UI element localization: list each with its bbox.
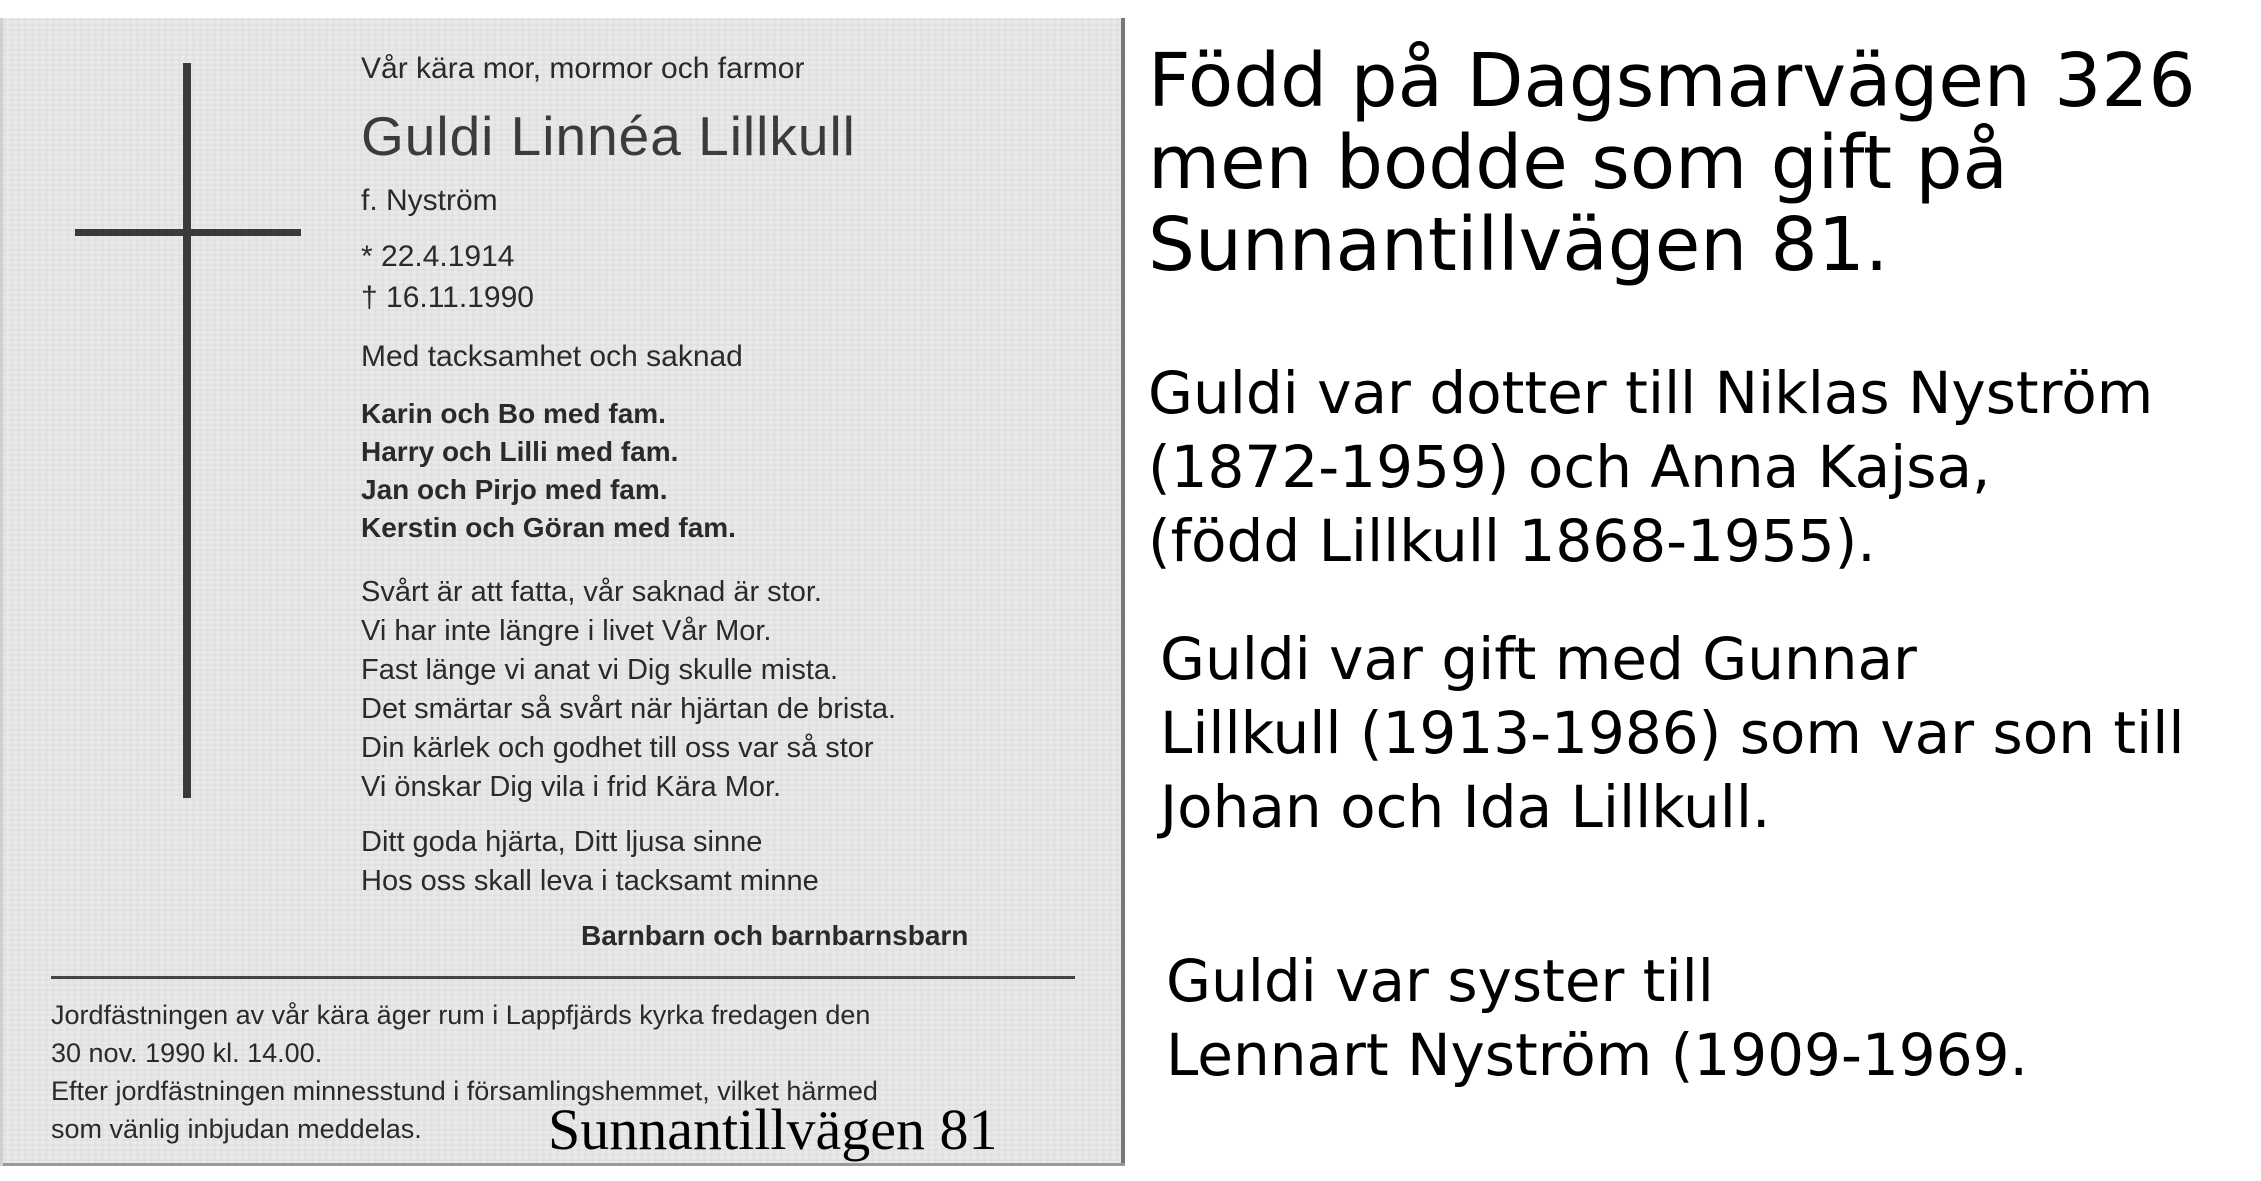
poem-line: Din kärlek och godhet till oss var så stor [361,732,874,764]
note-sibling [1166,944,2028,1092]
poem-line: Fast länge vi anat vi Dig skulle mista. [361,654,839,686]
death-date: † 16.11.1990 [361,281,534,314]
note-line: Guldi var dotter till Niklas Nyström [1148,359,2154,427]
birth-name: f. Nyström [361,184,498,217]
note-line: Lennart Nyström (1909-1969. [1166,1021,2028,1089]
note-address [1148,40,2196,286]
obituary-intro: Vår kära mor, mormor och farmor [361,52,805,85]
poem-line: Svårt är att fatta, vår saknad är stor. [361,576,822,608]
note-spouse [1160,622,2185,844]
birth-date: * 22.4.1914 [361,240,515,273]
poem-line: Hos oss skall leva i tacksamt minne [361,865,819,897]
poem-line: Ditt goda hjärta, Ditt ljusa sinne [361,826,763,858]
family-line: Harry och Lilli med fam. [361,436,679,467]
note-line: (1872-1959) och Anna Kajsa, [1148,433,1991,501]
note-line: Guldi var syster till [1166,947,1714,1015]
poem-line: Vi önskar Dig vila i frid Kära Mor. [361,771,782,803]
obituary-clipping [0,18,1125,1166]
note-line: Född på Dagsmarvägen 326 [1148,38,2196,124]
signature-line: Barnbarn och barnbarnsbarn [581,920,969,951]
family-line: Karin och Bo med fam. [361,398,666,429]
poem-line: Det smärtar så svårt när hjärtan de brista. [361,693,897,725]
funeral-line: Jordfästningen av vår kära äger rum i Lappfjärds kyrka fredagen den [51,1000,871,1030]
note-line: Johan och Ida Lillkull. [1160,773,1771,841]
note-line: men bodde som gift på [1148,120,2008,206]
family-line: Jan och Pirjo med fam. [361,474,668,505]
cross-icon [183,63,191,798]
funeral-line: 30 nov. 1990 kl. 14.00. [51,1038,323,1068]
family-line: Kerstin och Göran med fam. [361,512,736,543]
gratitude-line: Med tacksamhet och saknad [361,340,743,373]
clipping-edge [3,1163,1125,1166]
poem-line: Vi har inte längre i livet Vår Mor. [361,615,772,647]
divider [51,976,1075,979]
clipping-edge [1121,18,1125,1166]
note-line: Lillkull (1913-1986) som var son till [1160,699,2185,767]
note-parents [1148,356,2153,578]
note-line: Guldi var gift med Gunnar [1160,625,1917,693]
memorial-poem [361,573,896,807]
funeral-line: Efter jordfästningen minnesstund i församlingshemmet, vilket härmed [51,1076,878,1106]
family-list [361,395,736,547]
note-line: (född Lillkull 1868-1955). [1148,507,1876,575]
address-annotation: Sunnantillvägen 81 [548,1097,998,1162]
deceased-name: Guldi Linnéa Lillkull [361,105,856,167]
memorial-verse [361,823,819,901]
cross-icon [75,229,301,236]
funeral-line: som vänlig inbjudan meddelas. [51,1114,422,1144]
note-line: Sunnantillvägen 81. [1148,202,1889,288]
